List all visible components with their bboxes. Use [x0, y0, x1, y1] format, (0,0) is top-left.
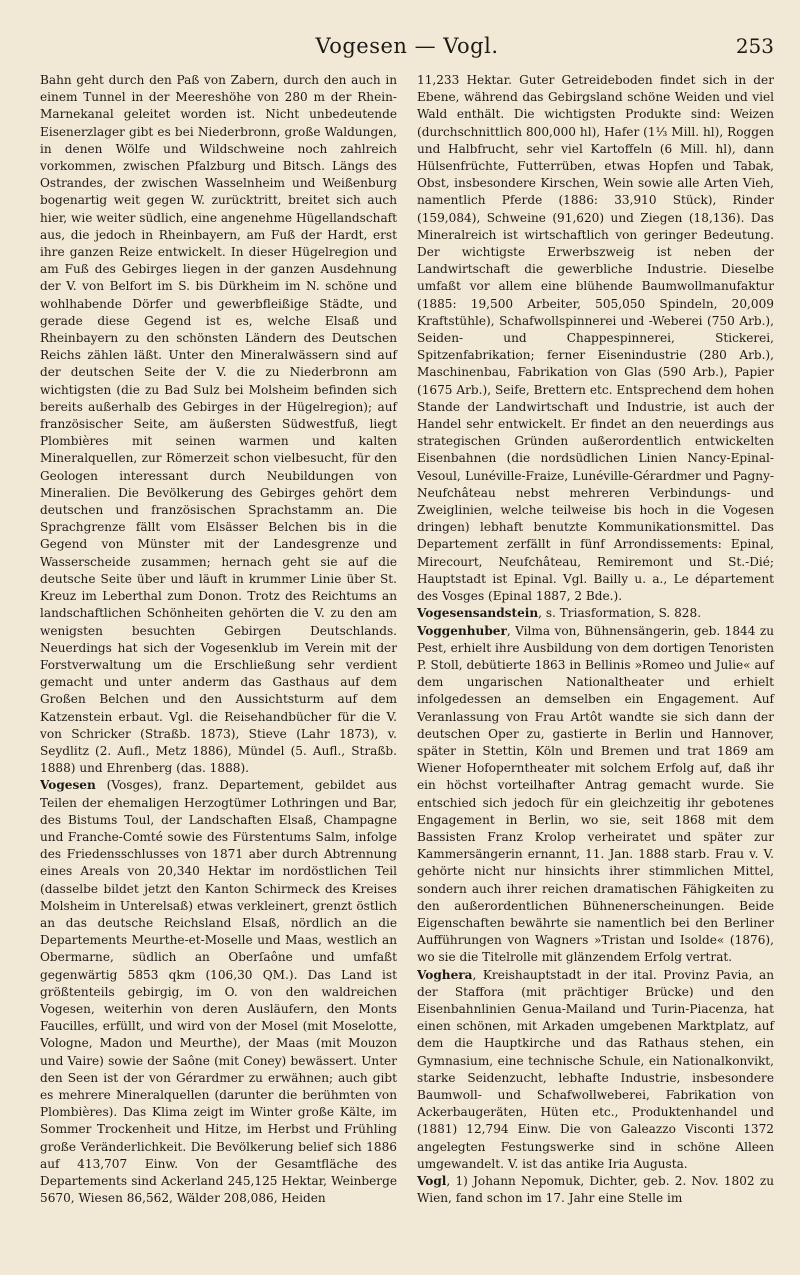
entry-vogesen [40, 777, 397, 1207]
entry-body: (Vosges), franz. Departement, gebildet aus Teilen der ehemaligen Herzogtümer Lothringen und Bar, des Bistums Toul, der Landschaften Elsaß, Champagne und Franche-Comté sowie des Fürstentums Salm, infolge des Friedensschlusses von 1871 aber durch Abtrennung eines Areals von 20,340 Hektar im nordöstlichen Teil (dasselbe bildet jetzt den Kanton Schirmeck des Kreises Molsheim in Unterelsaß) etwas verkleinert, grenzt östlich an das deutsche Reichsland Elsaß, nördlich an die Departements Meurthe-et-Moselle und Maas, westlich an Obermarne, südlich an Oberſaône und umfaßt gegenwärtig 5853 qkm (106,30 QM.). Das Land ist größtenteils gebirgig, im O. von den waldreichen Vogesen, weiterhin von deren Ausläufern, den Monts Faucilles, erfüllt, und wird von der Mosel (mit Moselotte, Vologne, Madon und Meurthe), der Maas (mit Mouzon und Vaire) sowie der Saône (mit Coney) bewässert. Unter den Seen ist der von Gérardmer zu erwähnen; auch gibt es mehrere Mineralquellen (darunter die berühmten von Plombières). Das Klima zeigt im Winter große Kälte, im Sommer Trockenheit und Hitze, im Herbst und Frühling große Veränderlichkeit. Die Bevölkerung belief sich 1886 auf 413,707 Einw. Von der Gesamtfläche des Departements sind Ackerland 245,125 Hektar, Weinberge 5670, Wiesen 86,562, Wälder 208,086, Heiden [40, 778, 397, 1206]
entry-vogesensandstein [417, 605, 774, 622]
entry-headword: Vogesensandstein [417, 606, 539, 621]
text-columns [40, 72, 774, 1207]
page-header [40, 34, 774, 68]
running-title: Vogesen — Vogl. [315, 34, 499, 58]
entry-headword: Voghera [417, 967, 473, 982]
continued-entry-text: 11,233 Hektar. Guter Getreideboden findet sich in der Ebene, während das Gebirgsland schöne Weiden und viel Wald enthält. Die wichtigsten Produkte sind: Weizen (durchschnittlich 800,000 hl), Hafer (1⅓ Mill. hl), Roggen und Halbfrucht, sehr viel Kartoffeln (6 Mill. hl), dann Hülsenfrüchte, Futterrüben, etwas Hopfen und Tabak, Obst, insbesondere Kirschen, Wein sowie alle Arten Vieh, namentlich Pferde (1886: 33,910 Stück), Rinder (159,084), Schweine (91,620) und Ziegen (18,136). Das Mineralreich ist wirtschaftlich von geringer Bedeutung. Der wichtigste Erwerbszweig ist neben der Landwirtschaft die gewerbliche Industrie. Dieselbe umfaßt vor allem eine blühende Baumwollmanufaktur (1885: 19,500 Arbeiter, 505,050 Spindeln, 20,009 Kraftstühle), Schafwollspinnerei und -Weberei (750 Arb.), Seiden- und Chappespinnerei, Stickerei, Spitzenfabrikation; ferner Eisenindustrie (280 Arb.), Maschinenbau, Fabrikation von Glas (590 Arb.), Papier (1675 Arb.), Seife, Brettern etc. Entsprechend dem hohen Stande der Landwirtschaft und Industrie, ist auch der Handel sehr entwickelt. Er findet an den neuerdings aus strategischen Gründen außerordentlich entwickelten Eisenbahnen (die nordsüdlichen Linien Nancy-Epinal-Vesoul, Lunéville-Fraize, Lunéville-Gérardmer und Pagny-Neufchâteau nebst mehreren Verbindungs- und Zweiglinien, welche teilweise bis hoch in die Vogesen dringen) lebhaft benutzte Kommunikationsmittel. Das Departement zerfällt in fünf Arrondissements: Epinal, Mirecourt, Neufchâteau, Remiremont und St.-Dié; Hauptstadt ist Epinal. Vgl. Bailly u. a., Le département des Vosges (Epinal 1887, 2 Bde.). [417, 73, 774, 604]
left-column [40, 72, 397, 1207]
entry-voggenhuber [417, 623, 774, 967]
page-number: 253 [735, 34, 774, 58]
entry-vogl [417, 1173, 774, 1207]
entry-body: , 1) Johann Nepomuk, Dichter, geb. 2. Nov. 1802 zu Wien, fand schon im 17. Jahr eine Stelle im [417, 1174, 774, 1206]
entry-headword: Vogl [417, 1174, 447, 1188]
entry-body: , Kreishauptstadt in der ital. Provinz Pavia, an der Staffora (mit prächtiger Brücke) und den Eisenbahnlinien Genua-Mailand und Turin-Piacenza, hat einen schönen, mit Arkaden umgebenen Marktplatz, auf dem die Hauptkirche und das Rathaus stehen, ein Gymnasium, eine technische Schule, ein Nationalkonvikt, starke Seidenzucht, lebhafte Industrie, insbesondere Baumwoll- und Schafwollweberei, Fabrikation von Ackerbaugeräten, Hüten etc., Produktenhandel und (1881) 12,794 Einw. Die von Galeazzo Visconti 1372 angelegten Festungswerke sind in schöne Alleen umgewandelt. V. ist das antike Iria Augusta. [417, 967, 774, 1171]
entry-voghera [417, 967, 774, 1173]
entry-headword: Vogesen [40, 778, 96, 793]
entry-body: , s. Triasformation, S. 828. [538, 606, 702, 621]
right-column [417, 72, 774, 1207]
entry-headword: Voggenhuber [417, 623, 507, 638]
continued-entry-text: Bahn geht durch den Paß von Zabern, durch den auch in einem Tunnel in der Meereshöhe von 280 m der Rhein-Marnekanal geleitet worden ist. Nicht unbedeutende Eisenerzlager gibt es bei Niederbronn, große Waldungen, in denen Wölfe und Wildschweine noch zahlreich vorkommen, zwischen Pfalzburg und Bitsch. Längs des Ostrandes, der zwischen Wasselnheim und Weißenburg bogenartig weit gegen W. zurücktritt, breitet sich auch hier, wie weiter südlich, eine angenehme Hügellandschaft aus, die jedoch in Rheinbayern, am Fuß der Hardt, erst ihre ganzen Reize entwickelt. In dieser Hügelregion und am Fuß des Gebirges liegen in der ganzen Ausdehnung der V. von Belfort im S. bis Dürkheim im N. schöne und wohlhabende Dörfer und gewerbfleißige Städte, und gerade diese Gegend ist es, welche Elsaß und Rheinbayern zu den schönsten Ländern des Deutschen Reichs zählen läßt. Unter den Mineralwässern sind auf der deutschen Seite der V. die zu Niederbronn am wichtigsten (die zu Bad Sulz bei Molsheim befinden sich bereits außerhalb des Gebirges in der Hügelregion); auf französischer Seite, am äußersten Südwestfuß, liegt Plombières mit seinen warmen und kalten Mineralquellen, zur Römerzeit schon vielbesucht, für den Geologen interessant durch Neubildungen von Mineralien. Die Bevölkerung des Gebirges gehört dem deutschen und französischen Sprachstamm an. Die Sprachgrenze fällt vom Elsässer Belchen bis in die Gegend von Münster mit der Landesgrenze und Wasserscheide zusammen; hernach geht sie auf die deutsche Seite über und läuft in krummer Linie über St. Kreuz im Leberthal zum Donon. Trotz des Reichtums an landschaftlichen Schönheiten gehörten die V. zu den am wenigsten besuchten Gebirgen Deutschlands. Neuerdings hat sich der Vogesenklub im Verein mit der Forstverwaltung um die Erschließung sehr verdient gemacht und unter anderm das Gasthaus auf dem Großen Belchen und den Aussichtsturm auf dem Katzenstein erbaut. Vgl. die Reisehandbücher für die V. von Schricker (Straßb. 1873), Stieve (Lahr 1873), v. Seydlitz (2. Aufl., Metz 1886), Mündel (5. Aufl., Straßb. 1888) und Ehrenberg (das. 1888). [40, 73, 397, 776]
entry-body: , Vilma von, Bühnensängerin, geb. 1844 zu Pest, erhielt ihre Ausbildung von dem dortigen Tenoristen P. Stoll, debütierte 1863 in Bellinis »Romeo und Julie« auf dem ungarischen Nationaltheater und erhielt infolgedessen an demselben ein Engagement. Auf Veranlassung von Frau Artôt wandte sie sich dann der deutschen Oper zu, gastierte in Berlin und Hannover, später in Stettin, Köln und Bremen und trat 1869 am Wiener Hofoperntheater mit solchem Erfolg auf, daß ihr ein höchst vorteilhafter Antrag gemacht wurde. Sie entschied sich jedoch für ein gleichzeitig ihr gebotenes Engagement in Berlin, wo sie, seit 1868 mit dem Bassisten Franz Krolop verheiratet und später zur Kammersängerin ernannt, 11. Jan. 1888 starb. Frau v. V. gehörte nicht nur hinsichts ihrer stimmlichen Mittel, sondern auch ihrer reichen dramatischen Fähigkeiten zu den außerordentlichen Bühnenerscheinungen. Beide Eigenschaften bewährte sie namentlich bei den Berliner Aufführungen von Wagners »Tristan und Isolde« (1876), wo sie die Titelrolle mit glänzendem Erfolg vertrat. [417, 623, 774, 965]
